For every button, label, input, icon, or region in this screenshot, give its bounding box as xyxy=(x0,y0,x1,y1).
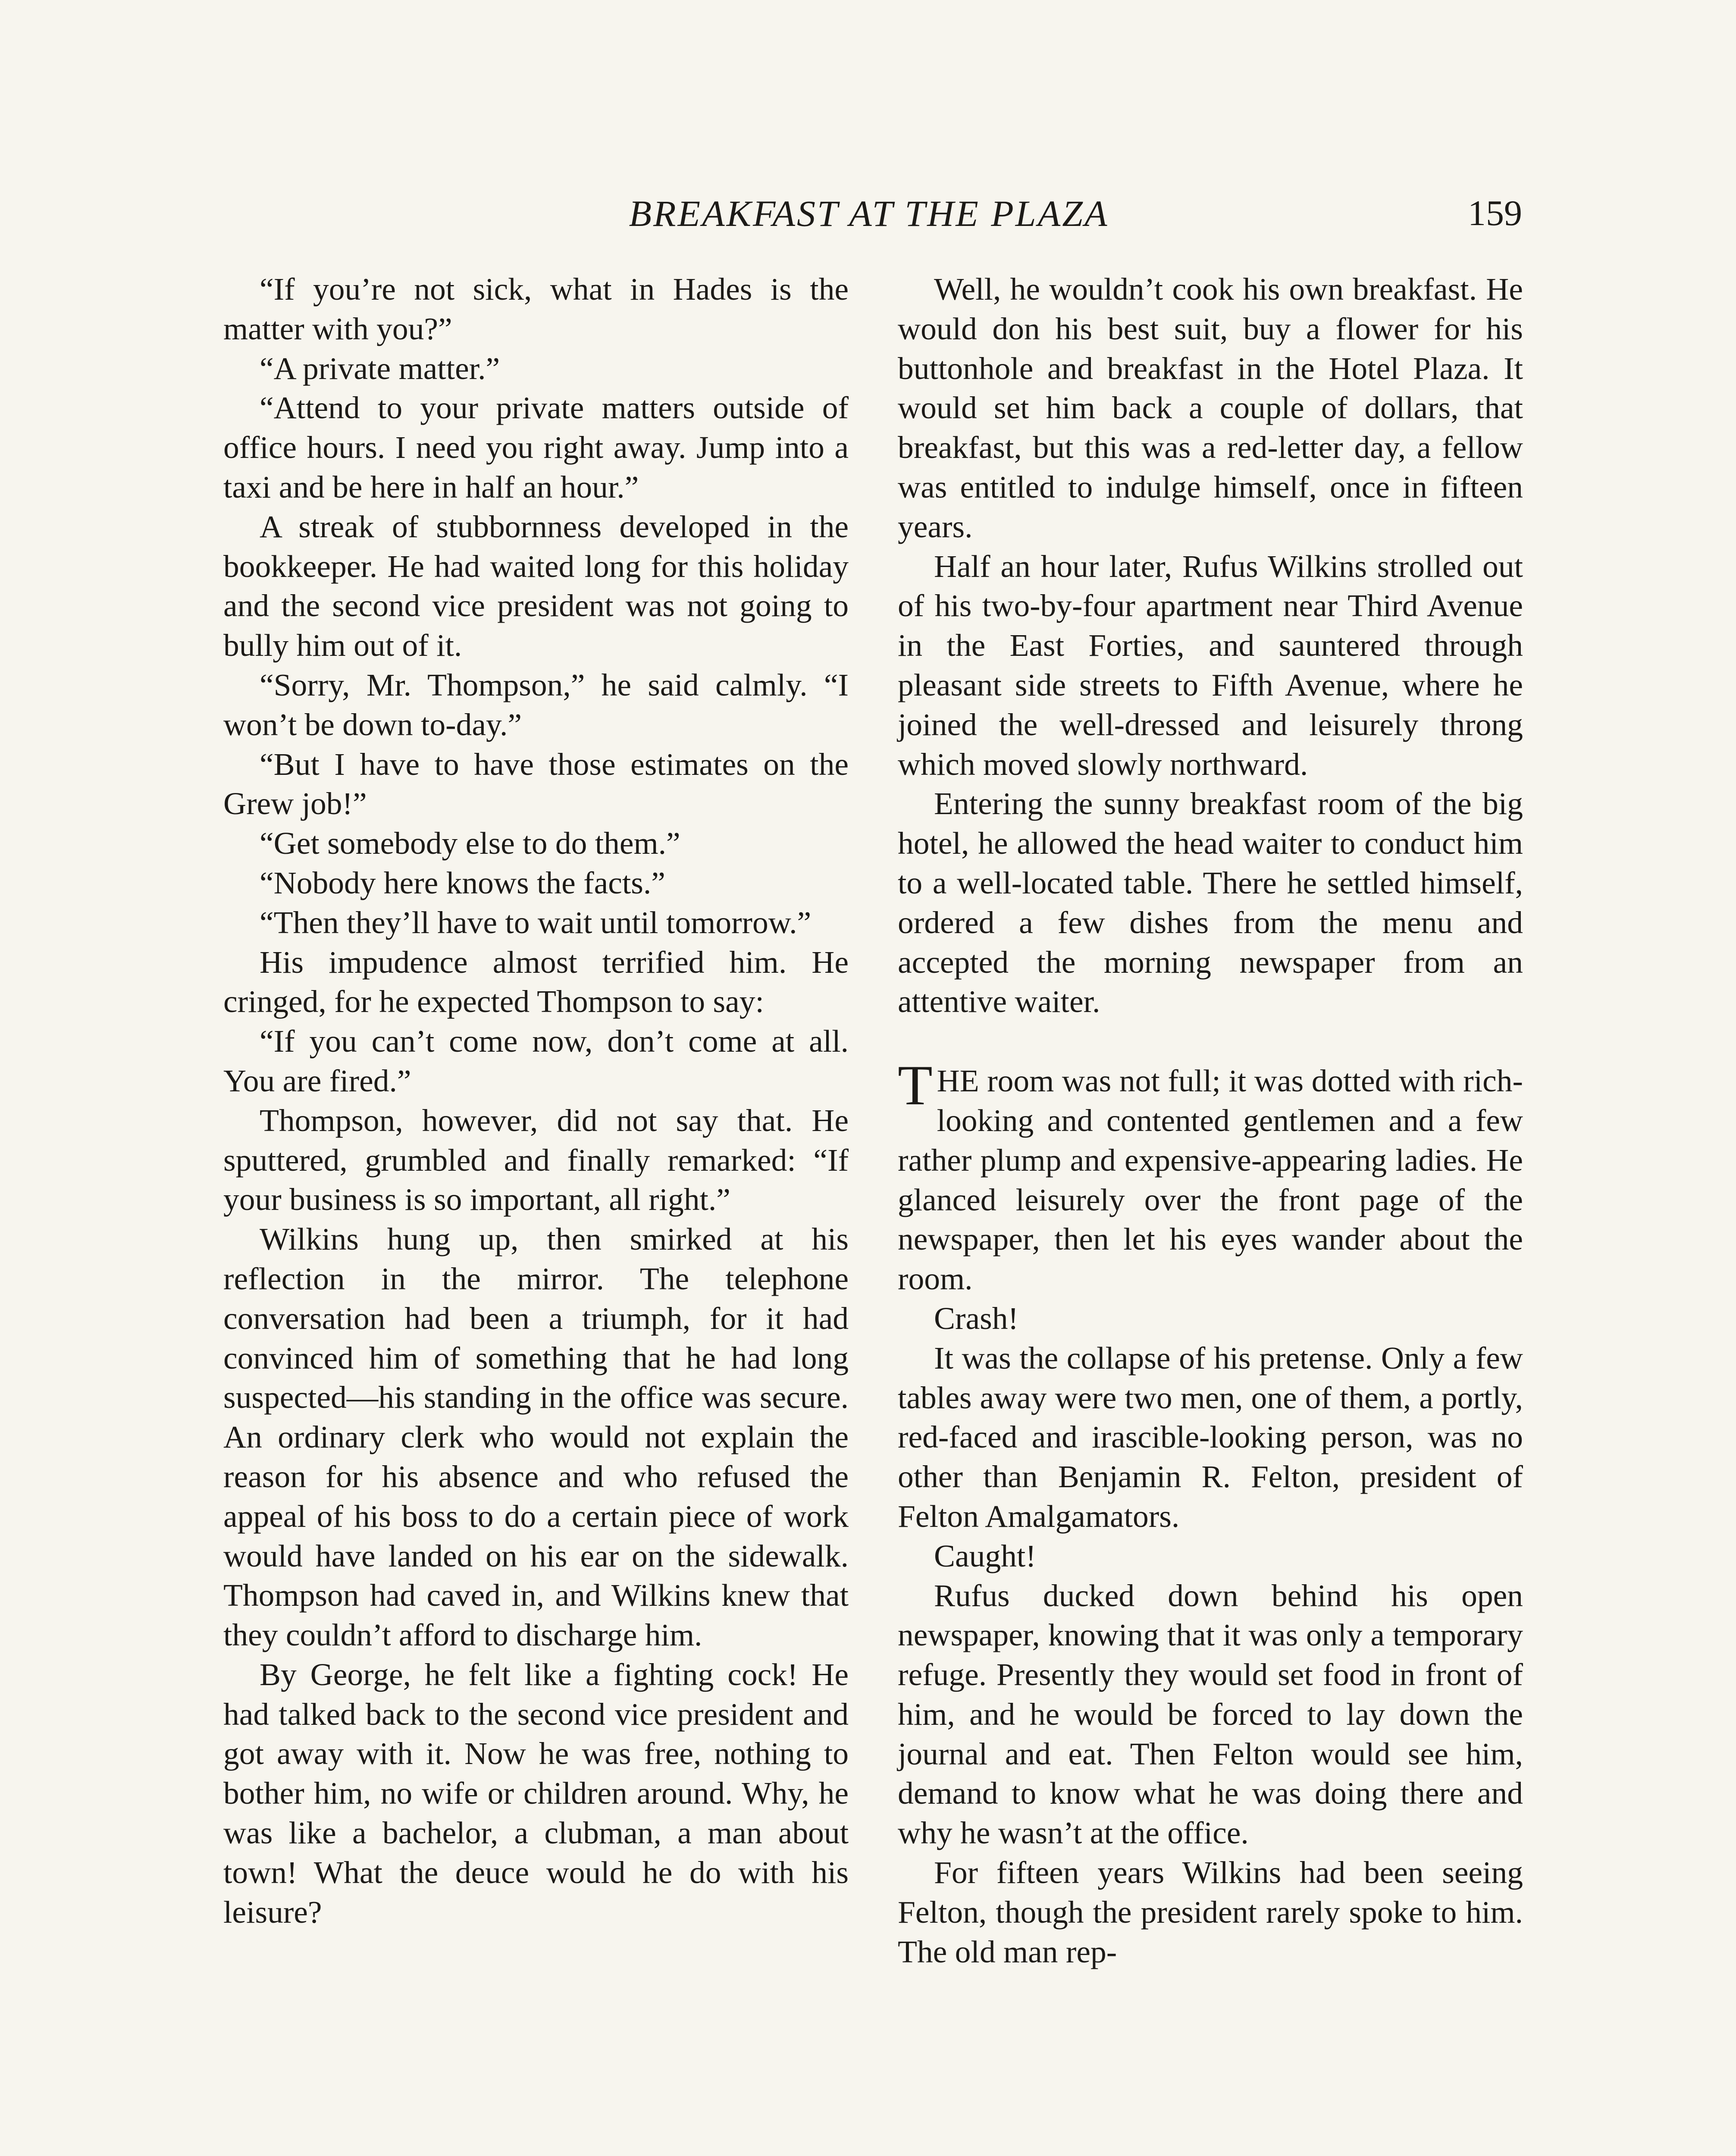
paragraph: “Sorry, Mr. Thompson,” he said calmly. “I won’t be down to-day.” xyxy=(223,667,849,742)
paragraph: “If you can’t come now, don’t come at all. You are fired.” xyxy=(223,1024,849,1098)
paragraph: Caught! xyxy=(934,1538,1036,1573)
drop-paragraph-text: HE room was not full; it was dotted with rich-looking and contented gentlemen and a few rather plump and expensive-appearing ladies. He glanced leisurely over the front page of the newspaper, then let his eyes wander about the room. xyxy=(898,1063,1523,1297)
page-number: 159 xyxy=(1468,193,1522,233)
section-opening-paragraph xyxy=(898,1053,1523,1299)
paragraph: “Nobody here knows the facts.” xyxy=(260,865,665,900)
running-head xyxy=(216,190,1522,237)
paragraph: “But I have to have those estimates on the Grew job!” xyxy=(223,746,849,821)
paragraph: “A private matter.” xyxy=(260,351,500,386)
drop-cap: T xyxy=(898,1053,933,1117)
right-column xyxy=(898,270,1523,1971)
paragraph: By George, he felt like a fighting cock! He had talked back to the second vice president and got away with it. Now he was free, nothing to bother him, no wife or children around. Why, he was like a bachelor, a clubman, a man about town! What the deuce would he do with his leisure? xyxy=(223,1657,849,1930)
running-title: BREAKFAST AT THE PLAZA xyxy=(629,193,1109,234)
paragraph: Wilkins hung up, then smirked at his reflection in the mirror. The telephone conversation had been a triumph, for it had convinced him of something that he had long suspected—his standing in the office was secure. An ordinary clerk who would not explain the reason for his absence and who refused the appeal of his boss to do a certain piece of work would have landed on his ear on the sidewalk. Thompson had caved in, and Wilkins knew that they couldn’t afford to discharge him. xyxy=(223,1222,849,1653)
paragraph: Crash! xyxy=(934,1300,1018,1336)
paragraph: “If you’re not sick, what in Hades is the matter with you?” xyxy=(223,272,849,346)
paragraph: For fifteen years Wilkins had been seeing Felton, though the president rarely spoke to him. The old man rep- xyxy=(898,1855,1523,1969)
left-column xyxy=(223,270,849,1932)
paragraph: Well, he wouldn’t cook his own breakfast. He would don his best suit, buy a flower for his buttonhole and breakfast in the Hotel Plaza. It would set him back a couple of dollars, that breakfast, but this was a red-letter day, a fellow was entitled to indulge himself, once in fifteen years. xyxy=(898,272,1523,544)
paragraph: “Attend to your private matters outside of office hours. I need you right away. Jump into a taxi and be here in half an hour.” xyxy=(223,390,849,505)
paragraph: “Then they’ll have to wait until tomorrow.” xyxy=(260,905,812,940)
paragraph: Entering the sunny breakfast room of the big hotel, he allowed the head waiter to conduct him to a well-located table. There he settled himself, ordered a few dishes from the menu and accepted the morning newspaper from an attentive waiter. xyxy=(898,786,1523,1019)
paragraph: Thompson, however, did not say that. He sputtered, grumbled and finally remarked: “If your business is so important, all right.” xyxy=(223,1103,849,1217)
paragraph: His impudence almost terrified him. He cringed, for he expected Thompson to say: xyxy=(223,944,849,1019)
paragraph: “Get somebody else to do them.” xyxy=(260,826,680,861)
paragraph: It was the collapse of his pretense. Only a few tables away were two men, one of them, a portly, red-faced and irascible-looking person, was no other than Benjamin R. Felton, president of Felton Amalgamators. xyxy=(898,1340,1523,1534)
paragraph: Rufus ducked down behind his open newspaper, knowing that it was only a temporary refuge. Presently they would set food in front of him, and he would be forced to lay down the journal and eat. Then Felton would see him, demand to know what he was doing there and why he wasn’t at the office. xyxy=(898,1578,1523,1851)
paragraph: Half an hour later, Rufus Wilkins strolled out of his two-by-four apartment near Third Avenue in the East Forties, and sauntered through pleasant side streets to Fifth Avenue, where he joined the well-dressed and leisurely throng which moved slowly northward. xyxy=(898,548,1523,782)
paragraph: A streak of stubbornness developed in the bookkeeper. He had waited long for this holiday and the second vice president was not going to bully him out of it. xyxy=(223,509,849,663)
